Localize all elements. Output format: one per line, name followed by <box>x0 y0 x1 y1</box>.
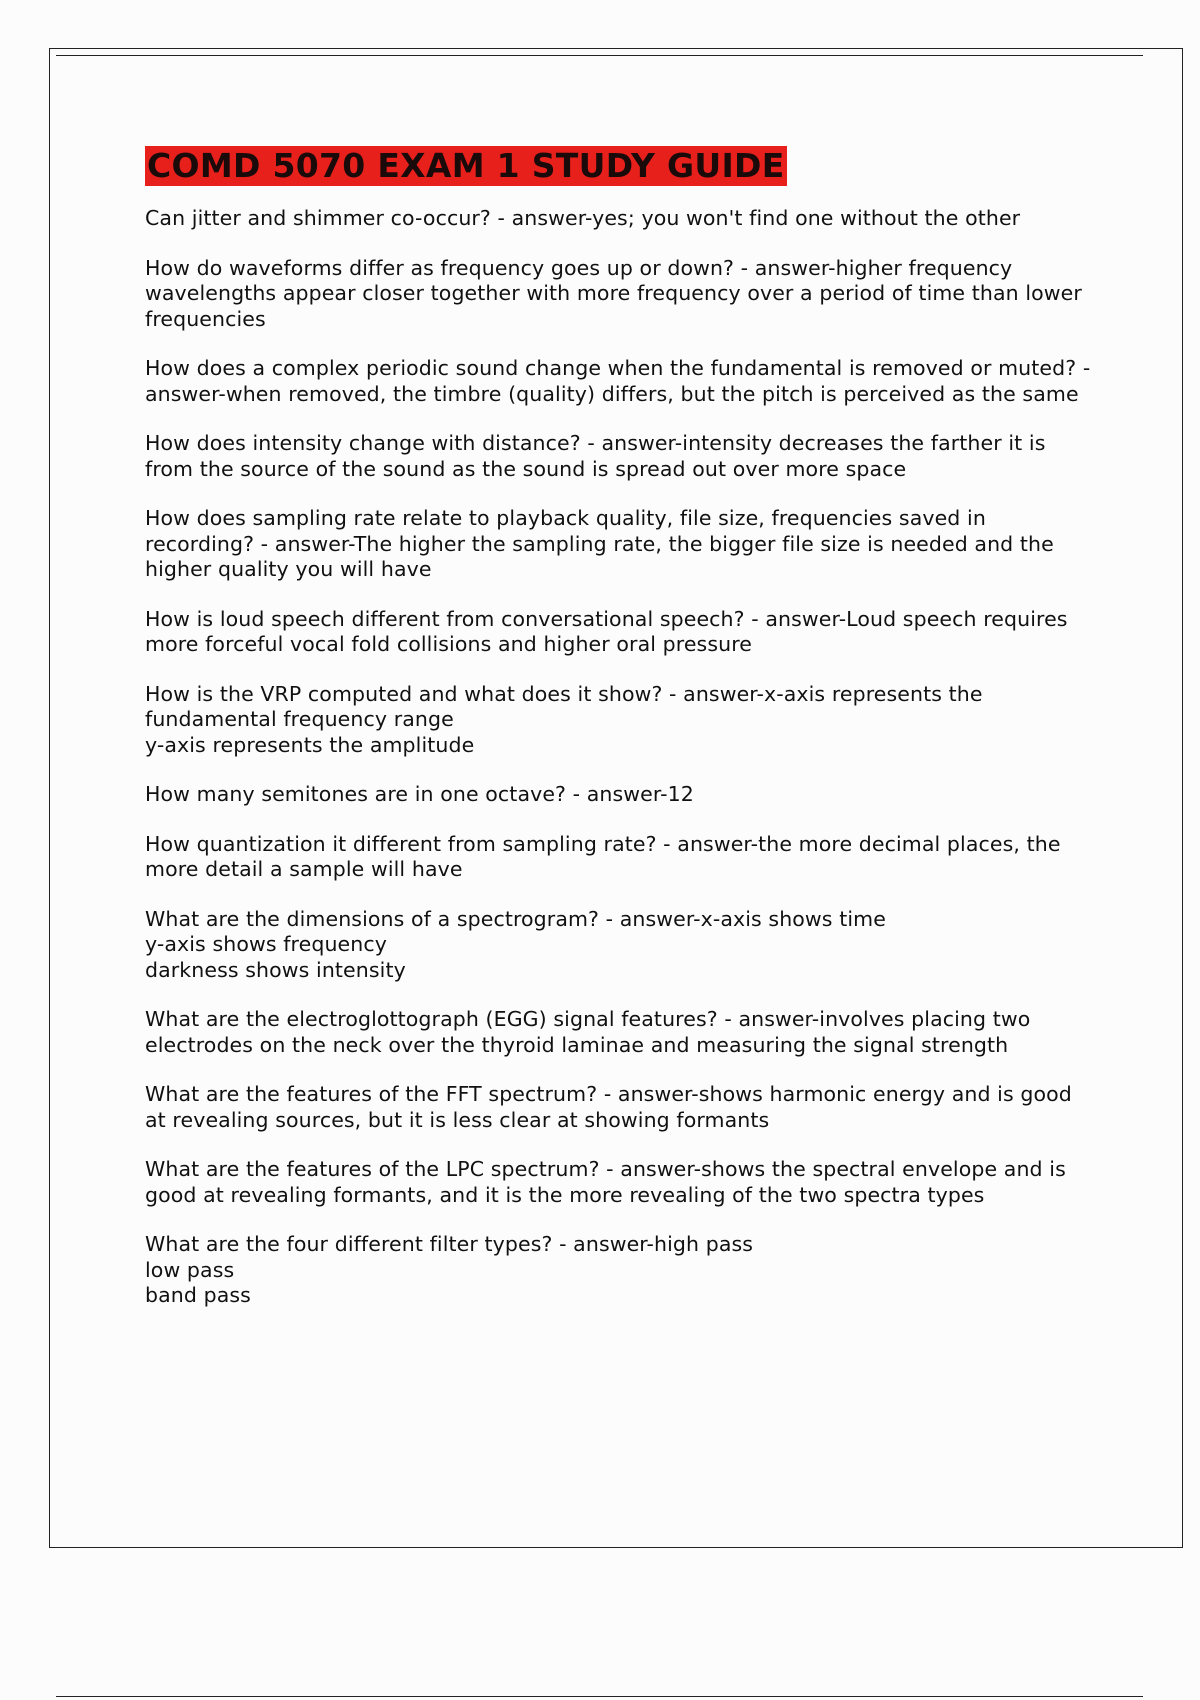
qa-item-intensity-distance: How does intensity change with distance? - answer-intensity decreases the farther it is from the source of the sound as the sound is spread out over more space <box>145 431 1046 481</box>
qa-item-lpc: What are the features of the LPC spectrum? - answer-shows the spectral envelope and is good at revealing formants, and it is the more revealing of the two spectra types <box>145 1157 1066 1207</box>
qa-item-fft: What are the features of the FFT spectrum? - answer-shows harmonic energy and is good at revealing sources, but it is less clear at showing formants <box>145 1082 1072 1132</box>
page-title: COMD 5070 EXAM 1 STUDY GUIDE <box>147 146 785 185</box>
qa-item-waveforms: How do waveforms differ as frequency goes up or down? - answer-higher frequency wavelengths appear closer together with more frequency over a period of time than lower frequencies <box>145 255 1082 331</box>
qa-list <box>145 206 1095 1309</box>
qa-item-egg: What are the electroglottograph (EGG) signal features? - answer-involves placing two electrodes on the neck over the thyroid laminae and measuring the signal strength <box>145 1007 1031 1057</box>
qa-item-sampling-rate: How does sampling rate relate to playback quality, file size, frequencies saved in recording? - answer-The higher the sampling rate, the bigger file size is needed and the higher quality you will have <box>145 506 1054 581</box>
bottom-rule <box>56 1696 1143 1697</box>
qa-item-jitter-shimmer: Can jitter and shimmer co-occur? - answer-yes; you won't find one without the other <box>145 206 1021 230</box>
qa-item-semitones: How many semitones are in one octave? - answer-12 <box>145 782 694 806</box>
qa-item-vrp: How is the VRP computed and what does it show? - answer-x-axis represents the fundamental frequency range y-axis represents the amplitude <box>145 681 983 757</box>
qa-item-spectrogram: What are the dimensions of a spectrogram? - answer-x-axis shows time y-axis shows frequency darkness shows intensity <box>145 906 886 982</box>
qa-item-filter-types: What are the four different filter types? - answer-high pass low pass band pass <box>145 1232 754 1307</box>
qa-item-loud-speech: How is loud speech different from conversational speech? - answer-Loud speech requires more forceful vocal fold collisions and higher oral pressure <box>145 606 1068 656</box>
qa-item-quantization: How quantization it different from sampling rate? - answer-the more decimal places, the more detail a sample will have <box>145 831 1061 881</box>
qa-item-complex-periodic: How does a complex periodic sound change when the fundamental is removed or muted? - answer-when removed, the timbre (quality) differs, but the pitch is perceived as the same <box>145 356 1091 406</box>
document-body <box>145 146 1095 1333</box>
